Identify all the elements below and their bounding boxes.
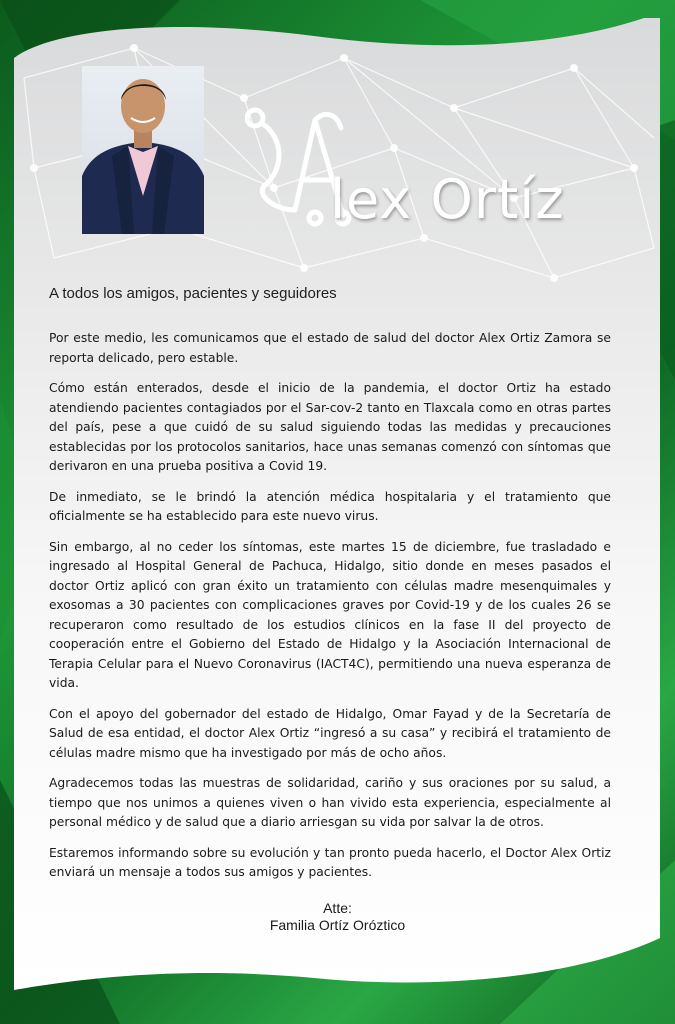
- closing: Atte:: [323, 900, 352, 916]
- paragraph: Por este medio, les comunicamos que el estado de salud del doctor Alex Ortiz Zamora se reporta delicado, pero estable.: [49, 331, 611, 365]
- signature-block: [0, 900, 675, 934]
- paragraph: Con el apoyo del gobernador del estado de Hidalgo, Omar Fayad y de la Secretaría de Salud de esa entidad, el doctor Alex Ortiz “ingresó a su casa” y recibirá el tratamiento de células madre mismo que ha investigado por más de ocho años.: [49, 706, 611, 760]
- paragraph: Estaremos informando sobre su evolución y tan pronto pueda hacerlo, el Doctor Alex Ortiz enviará un mensaje a todos sus amigos y pacientes.: [49, 845, 611, 879]
- doctor-photo: [82, 66, 204, 234]
- portrait-man-suit-icon: [82, 66, 204, 234]
- signature: Familia Ortíz Oróztico: [269, 917, 406, 933]
- letter-body: [49, 329, 611, 894]
- paragraph: De inmediato, se le brindó la atención médica hospitalaria y el tratamiento que oficialmente se ha establecido para este nuevo virus.: [49, 489, 611, 523]
- paragraph: Sin embargo, al no ceder los síntomas, este martes 15 de diciembre, fue trasladado e ingresado al Hospital General de Pachuca, Hidalgo, sitio donde en meses pasados el doctor Ortiz aplicó con gran éxito un tratamiento con células madre mesenquimales y exosomas a 30 pacientes con complicaciones graves por Covid-19 y de los cuales 26 se recuperaron como resultado de los estudios clínicos en la fase II del proyecto de cooperación entre el Gobierno del Estado de Hidalgo y la Asociación Internacional de Terapia Celular para el Nuevo Coronavirus (IACT4C), permitiendo una nueva esperanza de vida.: [49, 539, 611, 690]
- paragraph: Cómo están enterados, desde el inicio de la pandemia, el doctor Ortiz ha estado atendiendo pacientes contagiados por el Sar-cov-2 tanto en Tlaxcala como en otras partes del país, pese a que cuidó de su salud siguiendo todas las medidas y precauciones establecidas por los protocolos sanitarios, hace unas semanas comenzó con síntomas que derivaron en una prueba positiva a Covid 19.: [49, 381, 611, 473]
- letter-greeting: A todos los amigos, pacientes y seguidores: [49, 285, 337, 302]
- logo-text: lex Ortíz: [330, 168, 565, 231]
- paragraph: Agradecemos todas las muestras de solidaridad, cariño y sus oraciones por su salud, a tiempo que nos unimos a quienes viven o han vivido esta experiencia, especialmente al personal médico y de salud que a diario arriesgan su vida por salvar la de otros.: [49, 776, 611, 829]
